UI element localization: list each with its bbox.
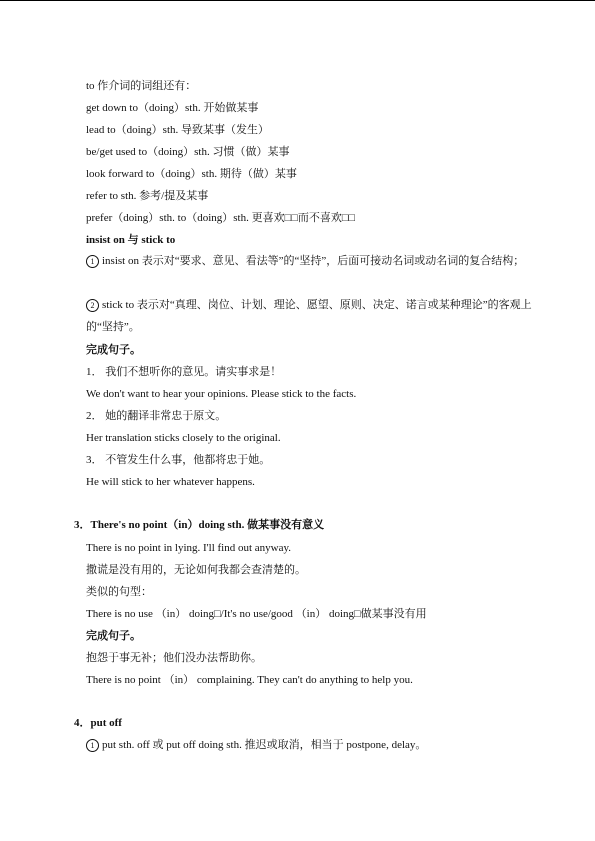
exercise-answer: He will stick to her whatever happens. [86, 476, 255, 488]
section-heading: 3．There's no point（in）doing sth. 做某事没有意义 [74, 519, 325, 531]
text-line: There is no point in lying. I'll find out anyway. [86, 542, 292, 554]
exercise-heading: 完成句子。 [86, 344, 141, 356]
paragraph-text: put sth. off 或 put off doing sth. 推迟或取消，相当于 postpone, delay。 [102, 739, 427, 751]
circled-number: 1 [86, 255, 99, 268]
exercise-item: 3． 不管发生什么事，他都将忠于她。 [86, 454, 271, 466]
text-line: prefer（doing）sth. to（doing）sth. 更喜欢□□而不喜欢□□ [86, 212, 356, 224]
paragraph [86, 294, 546, 338]
paragraph [86, 250, 546, 272]
text-line: be/get used to（doing）sth. 习惯（做）某事 [86, 146, 290, 158]
paragraph [86, 738, 426, 752]
text-line: There is no use （in） doing□/It's no use/good （in） doing□做某事没有用 [86, 608, 427, 620]
section-heading: 4．put off [74, 717, 122, 729]
exercise-item: 2． 她的翻译非常忠于原文。 [86, 410, 227, 422]
exercise-answer: We don't want to hear your opinions. Please stick to the facts. [86, 388, 357, 400]
exercise-answer: There is no point （in） complaining. They can't do anything to help you. [86, 674, 413, 686]
text-line: lead to（doing）sth. 导致某事（发生） [86, 124, 270, 136]
text-line: 类似的句型： [86, 586, 152, 598]
exercise-answer: Her translation sticks closely to the original. [86, 432, 281, 444]
text-line: to 作介词的词组还有： [86, 80, 197, 92]
section-heading: insist on 与 stick to [86, 234, 176, 246]
exercise-heading: 完成句子。 [86, 630, 141, 642]
text-line: get down to（doing）sth. 开始做某事 [86, 102, 259, 114]
text-line: refer to sth. 参考/提及某事 [86, 190, 209, 202]
circled-number: 1 [86, 739, 99, 752]
exercise-item: 抱怨于事无补；他们没办法帮助你。 [86, 652, 262, 664]
text-line: 撒谎是没有用的，无论如何我都会查清楚的。 [86, 564, 306, 576]
paragraph-text: insist on 表示对“要求、意见、看法等”的“坚持”，后面可接动名词或动名词的复合结构； [102, 255, 525, 267]
circled-number: 2 [86, 299, 99, 312]
exercise-item: 1． 我们不想听你的意见。请实事求是！ [86, 366, 282, 378]
paragraph-text: stick to 表示对“真理、岗位、计划、理论、愿望、原则、决定、诺言或某种理论”的客观上的“坚持”。 [86, 299, 532, 333]
text-line: look forward to（doing）sth. 期待（做）某事 [86, 168, 297, 180]
